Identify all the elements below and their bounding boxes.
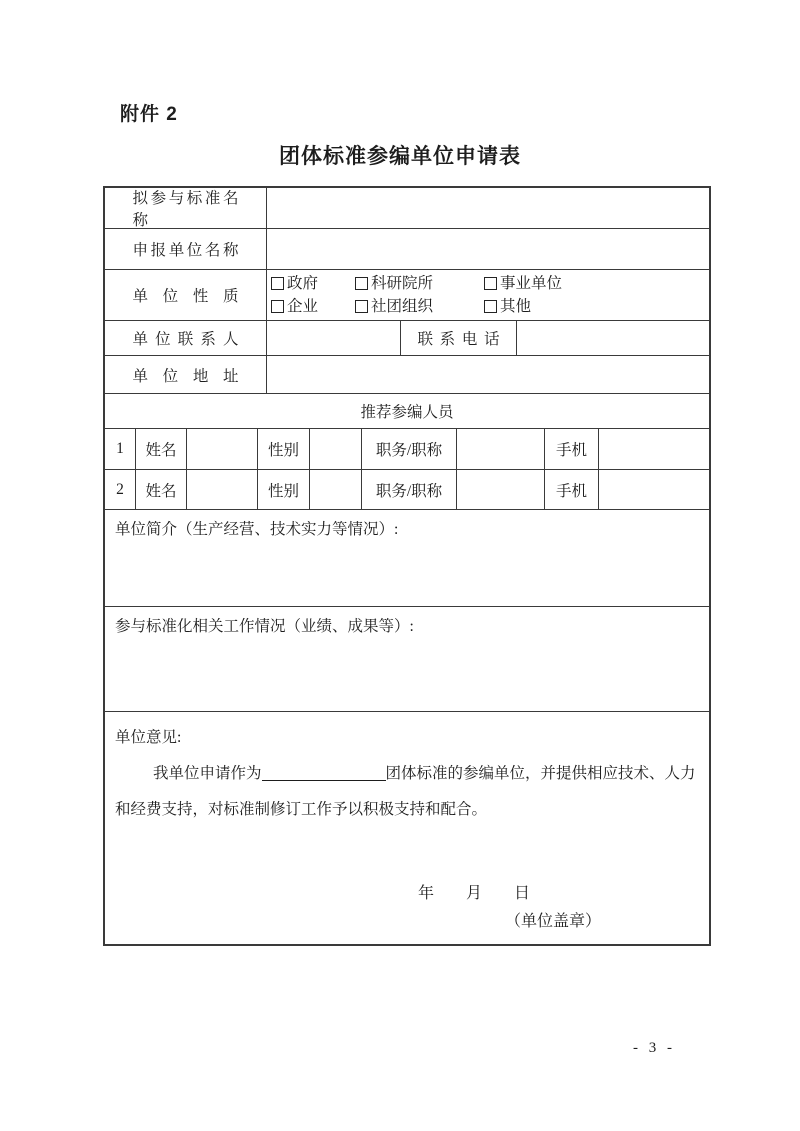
contact-person-label-cell (105, 321, 267, 355)
person-mobile-label: 手机 (555, 442, 587, 459)
checkbox-icon[interactable] (355, 300, 368, 313)
person-name-value-cell[interactable] (187, 429, 258, 469)
nature-option-label: 企业 (287, 298, 319, 315)
personnel-section-header-cell (105, 394, 709, 428)
person-mobile-value-cell[interactable] (599, 470, 709, 509)
unit-opinion-row (105, 712, 709, 944)
person-index (105, 470, 136, 509)
contact-phone-label: 联系电话 (417, 331, 500, 348)
seal-line: （单位盖章） (505, 913, 602, 930)
opinion-statement-post: 团体标准的参编单位，并提供相应技术、人力和经费支持，对标准制修订工作予以积极支持和配合。 (115, 765, 696, 818)
nature-option-public-institution (484, 272, 562, 295)
contact-person-label: 单位联系人 (132, 331, 239, 348)
standard-name-row (105, 188, 709, 229)
nature-options-line-2 (271, 295, 709, 318)
nature-option-other (484, 295, 531, 318)
person-row-2 (105, 470, 709, 510)
form-title: 团体标准参编单位申请表 (279, 145, 521, 168)
opinion-statement-pre: 我单位申请作为 (153, 765, 262, 782)
nature-options-line-1 (271, 272, 709, 295)
unit-nature-options-cell (267, 270, 709, 320)
person-gender-label: 性别 (267, 482, 299, 500)
person-mobile-value-cell[interactable] (599, 429, 709, 469)
nature-option-label: 其他 (500, 298, 532, 315)
applicant-name-row (105, 229, 709, 270)
standardization-work-label: 参与标准化相关工作情况（业绩、成果等）: (115, 618, 414, 635)
person-gender-label-cell (258, 470, 310, 509)
unit-opinion-label: 单位意见: (115, 729, 182, 746)
unit-nature-label-cell (105, 270, 267, 320)
unit-address-value-cell[interactable] (267, 356, 709, 393)
nature-option-label: 社团组织 (371, 298, 434, 315)
standard-name-label-cell (105, 188, 267, 228)
checkbox-icon[interactable] (271, 277, 284, 290)
address-row (105, 356, 709, 394)
person-title-label-cell (362, 470, 457, 509)
contact-person-value-cell[interactable] (267, 321, 401, 355)
person-gender-value-cell[interactable] (310, 470, 362, 509)
fill-in-blank[interactable] (262, 778, 386, 781)
attachment-label: 附件 2 (120, 104, 178, 125)
nature-option-enterprise (271, 295, 355, 318)
personnel-header-row (105, 394, 709, 429)
person-mobile-label-cell (545, 429, 599, 469)
standard-name-label: 拟参与标准名称 (132, 190, 239, 229)
nature-option-government (271, 272, 355, 295)
standard-name-value-cell[interactable] (267, 188, 709, 228)
person-title-value-cell[interactable] (457, 429, 545, 469)
person-index (105, 429, 136, 469)
nature-option-social-organization (355, 295, 484, 318)
person-gender-label: 性别 (267, 442, 299, 459)
checkbox-icon[interactable] (484, 277, 497, 290)
contact-row (105, 321, 709, 356)
checkbox-icon[interactable] (271, 300, 284, 313)
unit-nature-row (105, 270, 709, 321)
person-name-label-cell (136, 429, 187, 469)
person-mobile-label-cell (545, 470, 599, 509)
nature-option-label: 政府 (287, 275, 319, 292)
unit-address-label-cell (105, 356, 267, 393)
unit-address-label: 单位地址 (132, 367, 239, 385)
unit-nature-label: 单位性质 (132, 288, 239, 305)
applicant-name-label-cell (105, 229, 267, 269)
person-index-label: 1 (116, 440, 124, 457)
person-index-label: 2 (116, 480, 124, 498)
date-line: 年 月 日 (418, 885, 531, 902)
person-title-label: 职务/职称 (375, 482, 443, 500)
unit-profile-label: 单位简介（生产经营、技术实力等情况）: (115, 521, 399, 538)
person-gender-value-cell[interactable] (310, 429, 362, 469)
unit-profile-section[interactable] (105, 510, 709, 606)
nature-option-label: 科研院所 (371, 275, 434, 292)
standardization-work-section[interactable] (105, 607, 709, 711)
person-title-label-cell (362, 429, 457, 469)
nature-option-label: 事业单位 (500, 275, 563, 292)
applicant-name-value-cell[interactable] (267, 229, 709, 269)
page-number: - 3 - (633, 1040, 672, 1056)
person-title-label: 职务/职称 (375, 442, 443, 459)
standardization-work-row (105, 607, 709, 712)
nature-option-research-institute (355, 272, 484, 295)
personnel-section-header: 推荐参编人员 (360, 404, 454, 421)
application-form-table (103, 186, 711, 946)
person-gender-label-cell (258, 429, 310, 469)
person-name-value-cell[interactable] (187, 470, 258, 509)
unit-profile-row (105, 510, 709, 607)
person-name-label-cell (136, 470, 187, 509)
unit-opinion-section (105, 712, 709, 944)
contact-phone-label-cell (401, 321, 517, 355)
person-name-label: 姓名 (145, 442, 177, 459)
person-title-value-cell[interactable] (457, 470, 545, 509)
person-mobile-label: 手机 (555, 482, 587, 500)
person-row-1 (105, 429, 709, 470)
opinion-statement (115, 756, 699, 828)
applicant-name-label: 申报单位名称 (132, 242, 239, 259)
person-name-label: 姓名 (145, 482, 177, 500)
contact-phone-value-cell[interactable] (517, 321, 709, 355)
checkbox-icon[interactable] (355, 277, 368, 290)
checkbox-icon[interactable] (484, 300, 497, 313)
